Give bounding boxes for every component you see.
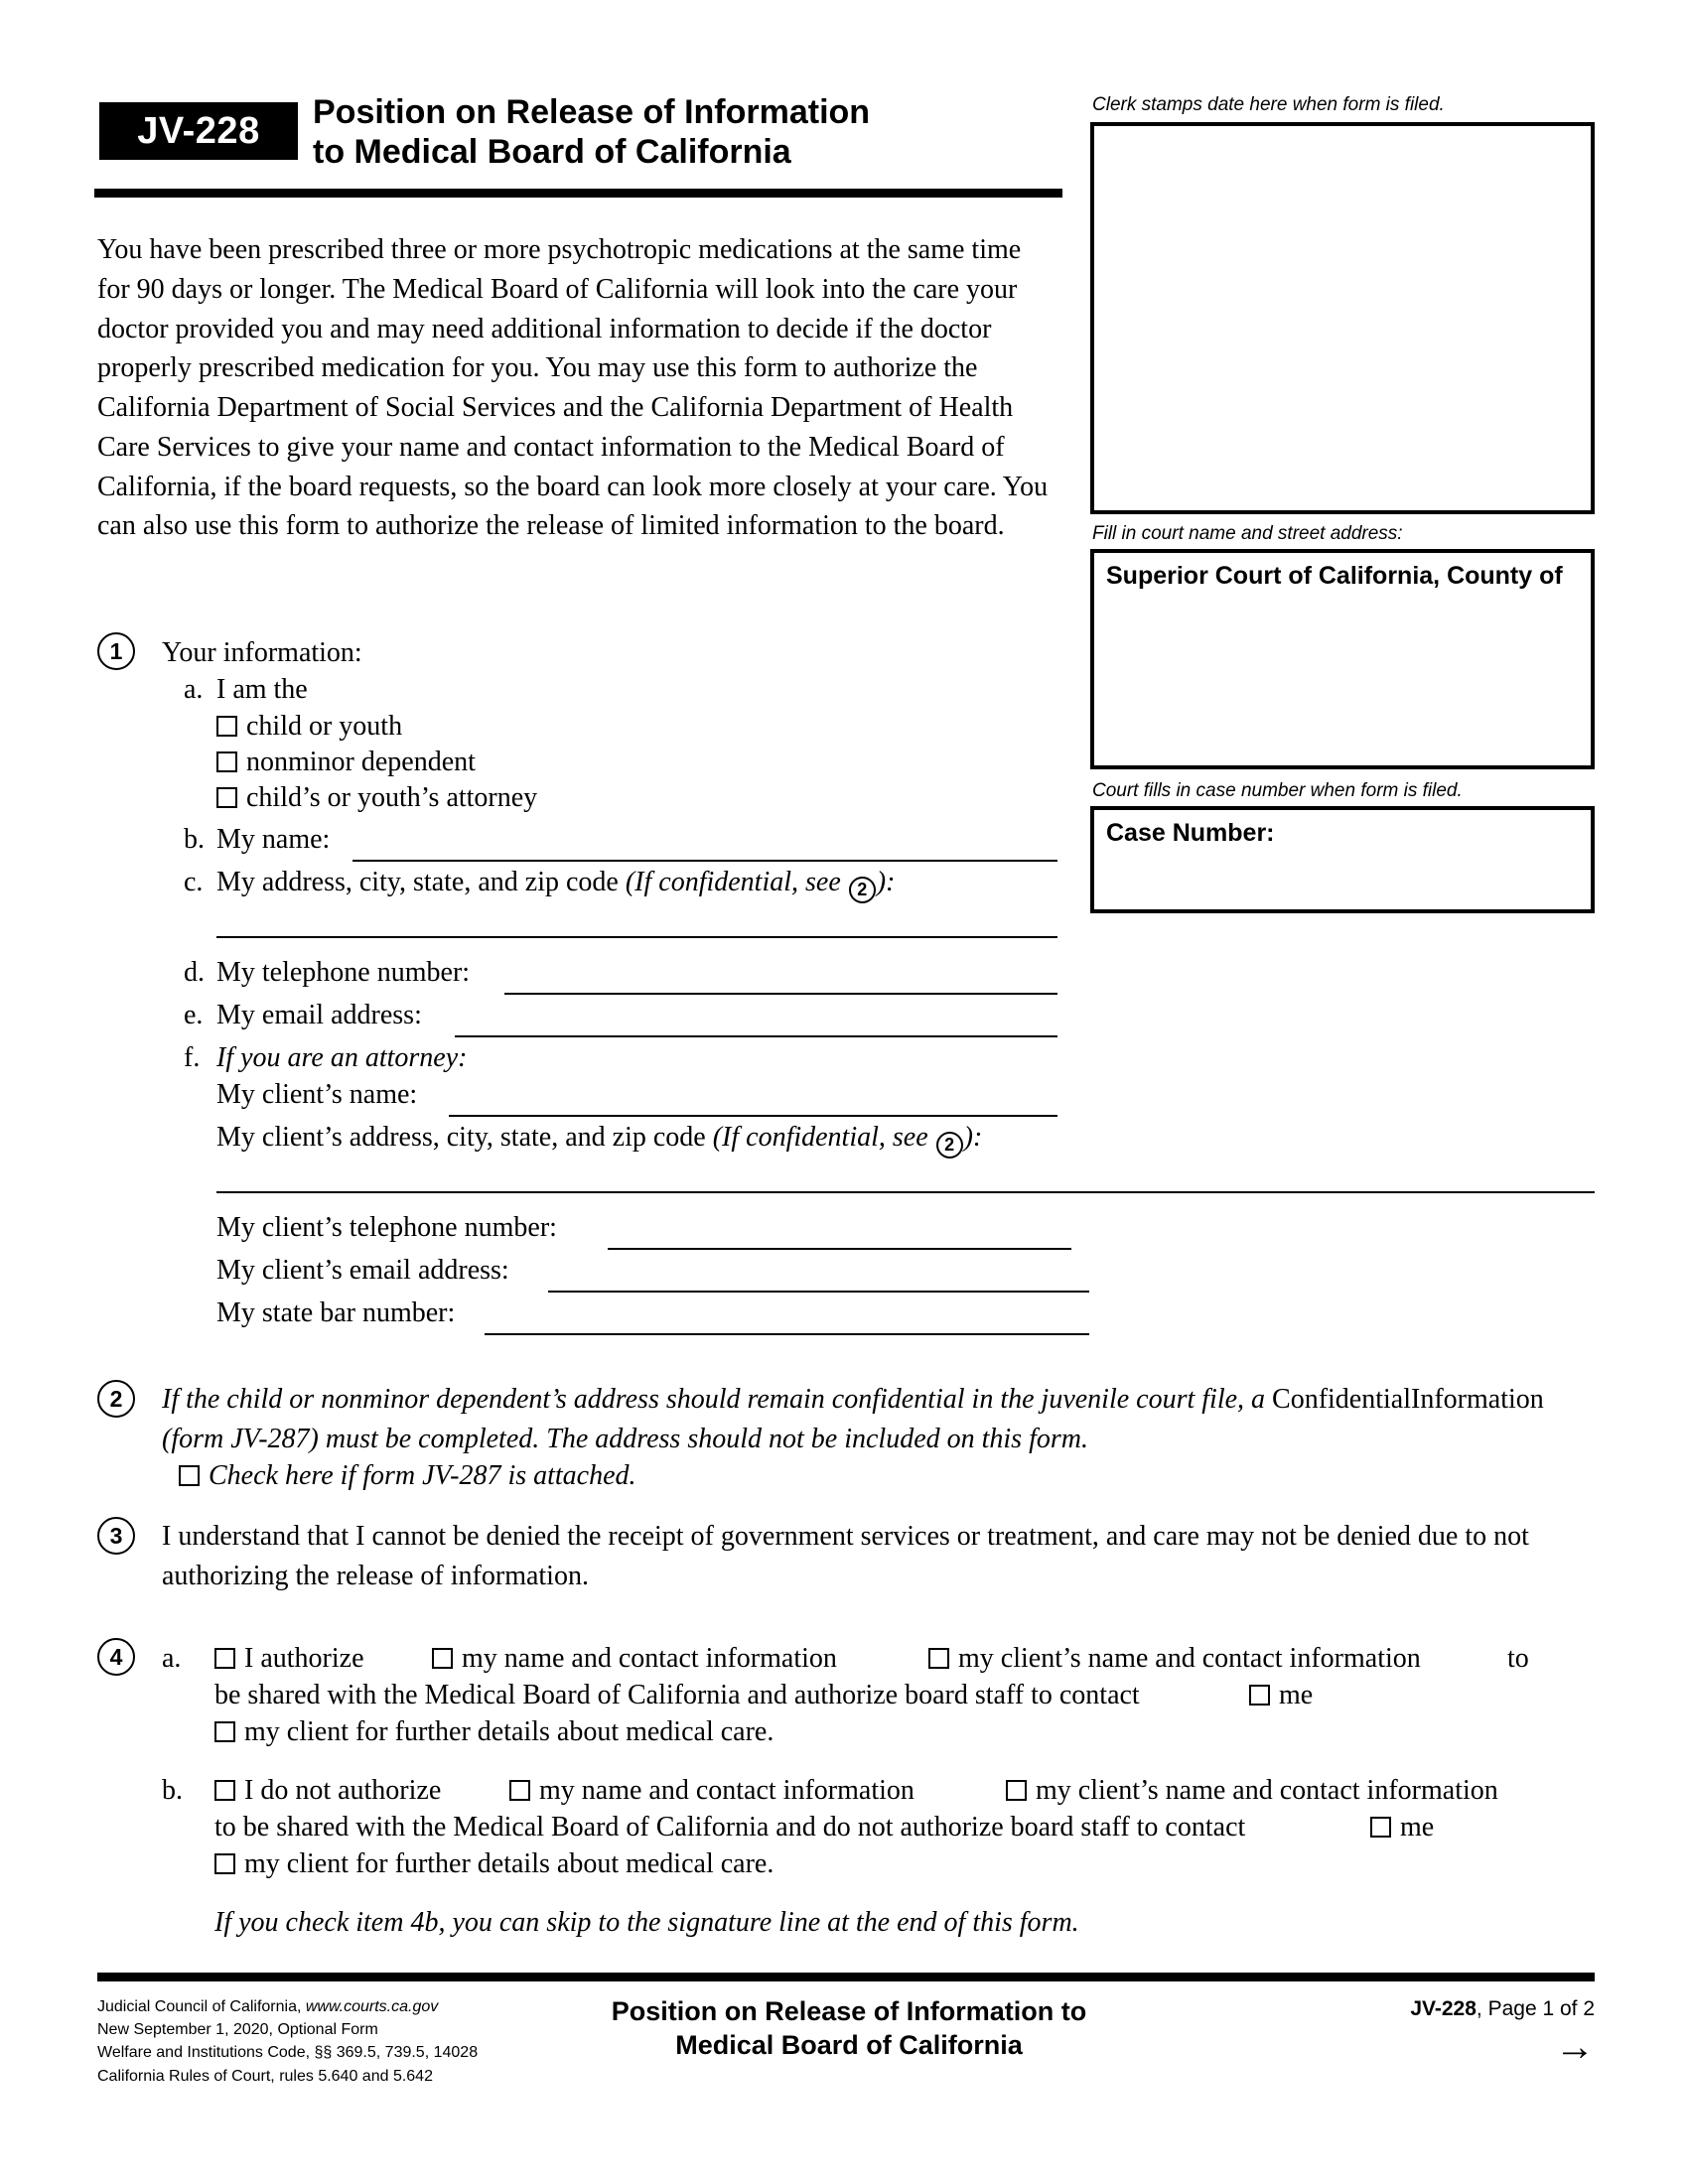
item-1d-letter: d.: [184, 957, 205, 988]
page-title-line2: to Medical Board of California: [313, 133, 791, 172]
checkbox-jv287-attached[interactable]: [179, 1465, 200, 1486]
item-4b-option-my-name[interactable]: [509, 1774, 914, 1808]
item-1c-label-close: ):: [876, 867, 896, 897]
field-client-telephone[interactable]: [608, 1248, 1071, 1250]
item-1-marker: 1: [97, 632, 135, 670]
field-my-email[interactable]: [455, 1035, 1057, 1037]
clerk-stamp-box[interactable]: [1090, 122, 1595, 514]
item-4b-letter: b.: [162, 1775, 183, 1806]
item-4b-option-me-label: me: [1400, 1812, 1435, 1843]
item-4b-option-client-label: my client for further details about medical care.: [244, 1848, 774, 1879]
checkbox-child-or-youth[interactable]: [216, 716, 237, 737]
form-number-badge: JV-228: [99, 102, 298, 160]
item-4b-option-not-authorize-label: I do not authorize: [244, 1775, 442, 1806]
checkbox-4a-my-client[interactable]: [214, 1721, 235, 1742]
item-2-text-form-ref: (form JV-287): [162, 1423, 319, 1454]
item-4b-option-my-name-label: my name and contact information: [539, 1775, 914, 1806]
item-4a-tail: to: [1507, 1643, 1529, 1674]
item-1f-bar-number-label: My state bar number:: [216, 1297, 456, 1328]
checkbox-childs-attorney[interactable]: [216, 787, 237, 808]
item-4a-option-client-label: my client for further details about medical care.: [244, 1716, 774, 1747]
intro-paragraph: You have been prescribed three or more psychotropic medications at the same time for 90 days or longer. The Medical Board of California will look into the care your doctor provided you and may need additional information to decide if the doctor properly prescribed medication for you. You may use this form to authorize the California Department of Social Services and the California Department of Health Care Services to give your name and contact information to the Medical Board of California, if the board requests, so the board can look more closely at your care. You can also use this form to authorize the release of limited information to the board.: [97, 234, 1049, 542]
item-1c-label: [216, 866, 895, 903]
court-name-label: Fill in court name and street address:: [1092, 523, 1403, 544]
item-4a-line2: be shared with the Medical Board of California and authorize board staff to contact: [214, 1680, 1140, 1710]
header-divider: [94, 189, 1062, 198]
item-1b-label: My name:: [216, 824, 331, 855]
item-1c-label-text: My address, city, state, and zip code: [216, 867, 626, 897]
footer-website-url: www.courts.ca.gov: [305, 1998, 439, 2015]
item-1f-letter: f.: [184, 1042, 201, 1073]
field-my-address[interactable]: [216, 936, 1057, 938]
checkbox-4b-client-name[interactable]: [1006, 1780, 1027, 1801]
item-1d-label: My telephone number:: [216, 957, 471, 988]
item-4a-option-authorize-label: I authorize: [244, 1643, 364, 1674]
item-1a-option-nonminor[interactable]: [216, 746, 476, 779]
arrow-right-icon: →: [1555, 2025, 1595, 2069]
checkbox-nonminor-dependent[interactable]: [216, 751, 237, 772]
item-1f-client-address-text: My client’s address, city, state, and zip code: [216, 1122, 713, 1153]
field-state-bar-number[interactable]: [485, 1333, 1089, 1335]
form-header: [99, 94, 1062, 204]
footer-legal-citations: [97, 1995, 574, 2088]
page-title-line1: Position on Release of Information: [313, 93, 871, 131]
item-3-marker: 3: [97, 1517, 135, 1555]
item-4b-option-client[interactable]: [214, 1847, 774, 1881]
checkbox-4a-me[interactable]: [1249, 1685, 1270, 1706]
footer-page-info: [1321, 1997, 1595, 2021]
item-1a-letter: a.: [184, 674, 204, 705]
footer-line-council: [97, 1995, 574, 2018]
item-1b-letter: b.: [184, 824, 205, 855]
item-1a-option-attorney[interactable]: [216, 781, 537, 815]
item-4-marker: 4: [97, 1638, 135, 1676]
item-4a-letter: a.: [162, 1643, 182, 1674]
checkbox-i-authorize[interactable]: [214, 1648, 235, 1669]
item-1f-client-email-label: My client’s email address:: [216, 1255, 509, 1286]
item-4a-option-client-name[interactable]: [928, 1642, 1421, 1676]
item-2-text: [162, 1380, 1597, 1459]
case-number-label: Court fills in case number when form is filed.: [1092, 780, 1463, 801]
item-1f-client-address-close: ):: [963, 1122, 983, 1153]
item-4b-option-not-authorize[interactable]: [214, 1774, 441, 1808]
item-1a-label: I am the: [216, 674, 308, 705]
checkbox-4b-my-name[interactable]: [509, 1780, 530, 1801]
item-1f-client-address-label: [216, 1121, 982, 1159]
footer-line-revision: New September 1, 2020, Optional Form: [97, 2021, 378, 2039]
item-4b-line2: to be shared with the Medical Board of California and do not authorize board staff to contact: [214, 1812, 1246, 1843]
item-4a-option-client[interactable]: [214, 1715, 774, 1749]
item-4a-option-me[interactable]: [1249, 1679, 1313, 1712]
item-2-text-part2: Information: [1411, 1384, 1544, 1415]
item-1a-option-nonminor-label: nonminor dependent: [246, 747, 476, 777]
item-4a-option-me-label: me: [1279, 1680, 1314, 1710]
clerk-stamp-label: Clerk stamps date here when form is filed.: [1092, 94, 1445, 115]
item-1f-client-phone-label: My client’s telephone number:: [216, 1212, 557, 1243]
item-2-reference-icon-2: 2: [936, 1132, 963, 1159]
item-4a-option-client-name-label: my client’s name and contact information: [958, 1643, 1421, 1674]
item-2-marker: 2: [97, 1380, 135, 1418]
court-name-text: Superior Court of California, County of: [1106, 562, 1563, 590]
item-1e-letter: e.: [184, 1000, 204, 1030]
checkbox-4b-my-client[interactable]: [214, 1853, 235, 1874]
checkbox-4a-client-name[interactable]: [928, 1648, 949, 1669]
item-4-note: If you check item 4b, you can skip to the signature line at the end of this form.: [214, 1907, 1079, 1938]
field-client-email[interactable]: [548, 1291, 1089, 1293]
footer-council-text: Judicial Council of California,: [97, 1998, 306, 2015]
page-title: [313, 92, 1067, 172]
item-1f-client-name-label: My client’s name:: [216, 1079, 418, 1110]
field-client-name[interactable]: [449, 1115, 1057, 1117]
footer-page-number: , Page 1 of 2: [1476, 1997, 1595, 2020]
item-1e-label: My email address:: [216, 1000, 422, 1030]
footer-divider: [97, 1973, 1595, 1981]
item-2-checkbox-label: Check here if form JV-287 is attached.: [209, 1460, 636, 1491]
court-name-box[interactable]: [1090, 549, 1595, 769]
field-my-telephone[interactable]: [504, 993, 1057, 995]
item-1c-letter: c.: [184, 867, 204, 897]
item-1a-option-child[interactable]: [216, 710, 402, 744]
item-1c-label-note: (If confidential, see: [625, 867, 848, 897]
item-2-text-part3: must be completed. The address should not be included on this form.: [318, 1423, 1088, 1454]
item-2-text-part1: If the child or nonminor dependent’s address should remain confidential in the juvenile court file, a: [162, 1384, 1273, 1415]
footer-form-title-line1: Position on Release of Information to: [611, 1996, 1087, 2026]
item-4b-option-client-name[interactable]: [1006, 1774, 1498, 1808]
footer-line-rules: California Rules of Court, rules 5.640 and 5.642: [97, 2067, 433, 2085]
case-number-text: Case Number:: [1106, 819, 1275, 847]
item-2-text-confidential: Confidential: [1272, 1384, 1412, 1415]
item-4a-option-my-name[interactable]: [432, 1642, 837, 1676]
item-3-text: I understand that I cannot be denied the receipt of government services or treatment, and care may not be denied due to not authorizing the release of information.: [162, 1521, 1529, 1591]
item-2-reference-icon: 2: [849, 877, 876, 903]
footer-form-title-line2: Medical Board of California: [675, 2029, 1023, 2060]
footer-line-code: Welfare and Institutions Code, §§ 369.5, 739.5, 14028: [97, 2044, 479, 2062]
item-4a-option-authorize[interactable]: [214, 1642, 364, 1676]
checkbox-4b-me[interactable]: [1370, 1817, 1391, 1838]
checkbox-i-do-not-authorize[interactable]: [214, 1780, 235, 1801]
checkbox-4a-my-name[interactable]: [432, 1648, 453, 1669]
item-1-heading: Your information:: [162, 637, 362, 668]
item-1a-option-attorney-label: child’s or youth’s attorney: [246, 782, 538, 813]
footer-form-title: [556, 1995, 1142, 2063]
item-1f-client-address-note: (If confidential, see: [712, 1122, 935, 1153]
item-4b-option-client-name-label: my client’s name and contact information: [1036, 1775, 1498, 1806]
footer-form-number: JV-228: [1410, 1997, 1477, 2020]
item-4b-option-me[interactable]: [1370, 1811, 1434, 1844]
case-number-box[interactable]: [1090, 806, 1595, 913]
item-2-checkbox-row[interactable]: [179, 1459, 636, 1493]
item-4a-option-my-name-label: my name and contact information: [462, 1643, 837, 1674]
field-client-address[interactable]: [216, 1191, 1595, 1193]
field-my-name[interactable]: [352, 860, 1057, 862]
item-1f-label: If you are an attorney:: [216, 1042, 468, 1073]
item-1a-option-child-label: child or youth: [246, 711, 403, 742]
